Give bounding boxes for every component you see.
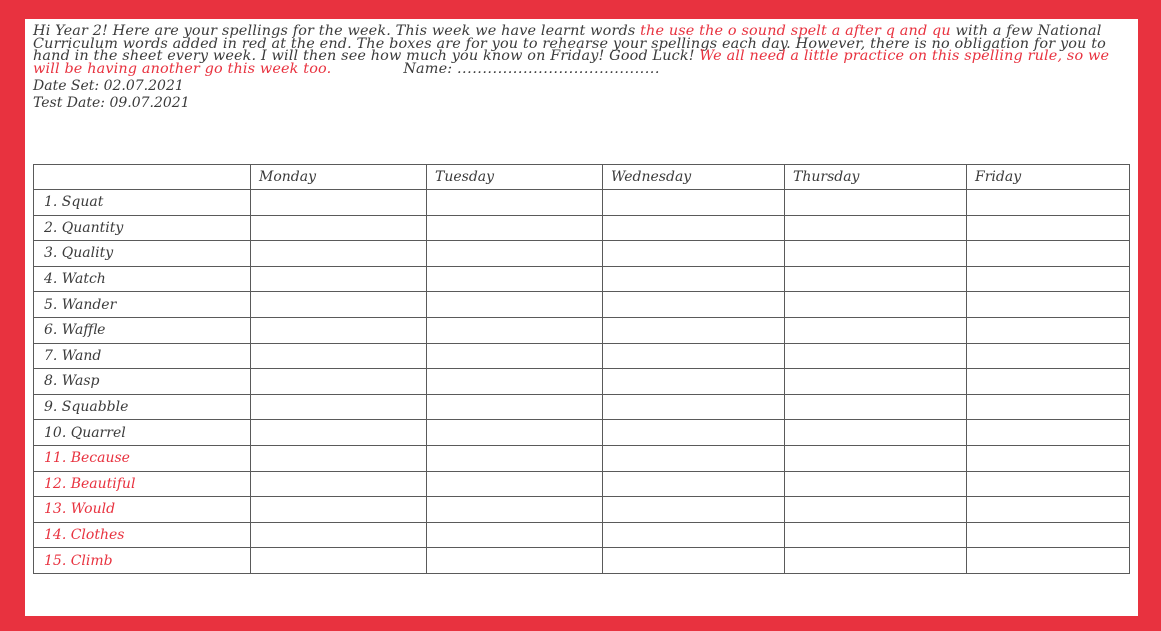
practice-box-friday[interactable] — [967, 266, 1130, 292]
practice-box-wednesday[interactable] — [603, 241, 785, 267]
practice-box-wednesday[interactable] — [603, 343, 785, 369]
table-row — [34, 471, 1130, 497]
practice-box-thursday[interactable] — [785, 445, 967, 471]
name-field-dots[interactable]: ........................................ — [456, 60, 660, 77]
practice-box-thursday[interactable] — [785, 292, 967, 318]
table-row — [34, 548, 1130, 574]
intro-text-1: Hi Year 2! Here are your spellings for the week. This week we have learnt words — [33, 23, 641, 39]
practice-box-thursday[interactable] — [785, 241, 967, 267]
practice-box-tuesday[interactable] — [427, 471, 603, 497]
spelling-word: 8. Wasp — [34, 369, 251, 395]
practice-box-wednesday[interactable] — [603, 292, 785, 318]
spelling-word: 12. Beautiful — [34, 471, 251, 497]
practice-box-monday[interactable] — [251, 471, 427, 497]
practice-box-friday[interactable] — [967, 215, 1130, 241]
practice-box-friday[interactable] — [967, 317, 1130, 343]
spelling-word: 7. Wand — [34, 343, 251, 369]
table-row — [34, 317, 1130, 343]
spelling-word: 9. Squabble — [34, 394, 251, 420]
test-date: Test Date: 09.07.2021 — [33, 95, 190, 111]
sheet-content — [33, 25, 1130, 610]
practice-box-monday[interactable] — [251, 215, 427, 241]
practice-box-wednesday[interactable] — [603, 317, 785, 343]
practice-box-monday[interactable] — [251, 292, 427, 318]
practice-box-tuesday[interactable] — [427, 445, 603, 471]
header-tuesday: Tuesday — [427, 165, 603, 190]
practice-box-tuesday[interactable] — [427, 522, 603, 548]
intro-text-red-rule: the use the o sound spelt a after q and qu — [640, 23, 951, 39]
practice-box-wednesday[interactable] — [603, 215, 785, 241]
practice-box-monday[interactable] — [251, 445, 427, 471]
table-row — [34, 241, 1130, 267]
practice-box-friday[interactable] — [967, 394, 1130, 420]
spelling-word: 15. Climb — [34, 548, 251, 574]
practice-box-tuesday[interactable] — [427, 548, 603, 574]
table-row — [34, 522, 1130, 548]
practice-box-thursday[interactable] — [785, 471, 967, 497]
practice-box-tuesday[interactable] — [427, 190, 603, 216]
practice-box-monday[interactable] — [251, 394, 427, 420]
spelling-word: 14. Clothes — [34, 522, 251, 548]
practice-box-monday[interactable] — [251, 317, 427, 343]
date-set: Date Set: 02.07.2021 — [33, 78, 184, 94]
practice-box-monday[interactable] — [251, 369, 427, 395]
practice-box-tuesday[interactable] — [427, 369, 603, 395]
spelling-word: 13. Would — [34, 497, 251, 523]
spelling-word: 1. Squat — [34, 190, 251, 216]
practice-box-monday[interactable] — [251, 420, 427, 446]
practice-box-friday[interactable] — [967, 445, 1130, 471]
header-thursday: Thursday — [785, 165, 967, 190]
table-row — [34, 343, 1130, 369]
practice-box-friday[interactable] — [967, 522, 1130, 548]
practice-box-friday[interactable] — [967, 292, 1130, 318]
spelling-word: 4. Watch — [34, 266, 251, 292]
practice-box-thursday[interactable] — [785, 369, 967, 395]
practice-box-wednesday[interactable] — [603, 266, 785, 292]
practice-box-friday[interactable] — [967, 241, 1130, 267]
practice-box-thursday[interactable] — [785, 394, 967, 420]
spelling-word: 2. Quantity — [34, 215, 251, 241]
practice-box-monday[interactable] — [251, 343, 427, 369]
practice-box-tuesday[interactable] — [427, 343, 603, 369]
table-row — [34, 266, 1130, 292]
practice-box-thursday[interactable] — [785, 266, 967, 292]
dates-block — [33, 78, 1130, 112]
practice-box-friday[interactable] — [967, 369, 1130, 395]
table-row — [34, 497, 1130, 523]
practice-box-monday[interactable] — [251, 497, 427, 523]
table-body — [34, 190, 1130, 574]
name-label: Name: — [403, 60, 453, 77]
practice-box-tuesday[interactable] — [427, 241, 603, 267]
practice-box-thursday[interactable] — [785, 317, 967, 343]
spelling-table — [33, 164, 1130, 574]
practice-box-thursday[interactable] — [785, 420, 967, 446]
header-friday: Friday — [967, 165, 1130, 190]
practice-box-tuesday[interactable] — [427, 317, 603, 343]
practice-box-friday[interactable] — [967, 548, 1130, 574]
practice-box-tuesday[interactable] — [427, 394, 603, 420]
table-header-row — [34, 165, 1130, 190]
table-row — [34, 394, 1130, 420]
intro-text-red-practice: We all need a little practice on this spelling rule, so we will be having another go this week too. — [33, 48, 1110, 77]
practice-box-friday[interactable] — [967, 190, 1130, 216]
practice-box-wednesday[interactable] — [603, 445, 785, 471]
practice-box-thursday[interactable] — [785, 497, 967, 523]
table-row — [34, 292, 1130, 318]
practice-box-wednesday[interactable] — [603, 522, 785, 548]
practice-box-tuesday[interactable] — [427, 497, 603, 523]
spelling-word: 11. Because — [34, 445, 251, 471]
practice-box-friday[interactable] — [967, 497, 1130, 523]
practice-box-thursday[interactable] — [785, 522, 967, 548]
table-row — [34, 190, 1130, 216]
intro-paragraph — [33, 25, 1130, 75]
practice-box-wednesday[interactable] — [603, 497, 785, 523]
practice-box-thursday[interactable] — [785, 215, 967, 241]
practice-box-wednesday[interactable] — [603, 471, 785, 497]
practice-box-tuesday[interactable] — [427, 292, 603, 318]
practice-box-monday[interactable] — [251, 241, 427, 267]
header-monday: Monday — [251, 165, 427, 190]
intro-text-2: with a few National Curriculum words added in red at the end. The boxes are for you to rehearse your spellings each day. However, there is no obligation for you to hand in the sheet every week. I will then see how much you know on Friday! Good Luck! — [33, 23, 1106, 64]
header-wednesday: Wednesday — [603, 165, 785, 190]
practice-box-wednesday[interactable] — [603, 369, 785, 395]
practice-box-tuesday[interactable] — [427, 215, 603, 241]
practice-box-friday[interactable] — [967, 471, 1130, 497]
practice-box-monday[interactable] — [251, 548, 427, 574]
practice-box-wednesday[interactable] — [603, 548, 785, 574]
practice-box-monday[interactable] — [251, 190, 427, 216]
spelling-word: 5. Wander — [34, 292, 251, 318]
practice-box-thursday[interactable] — [785, 343, 967, 369]
practice-box-monday[interactable] — [251, 522, 427, 548]
table-row — [34, 445, 1130, 471]
practice-box-friday[interactable] — [967, 420, 1130, 446]
practice-box-friday[interactable] — [967, 343, 1130, 369]
table-row — [34, 215, 1130, 241]
practice-box-tuesday[interactable] — [427, 420, 603, 446]
practice-box-wednesday[interactable] — [603, 420, 785, 446]
header-word-column — [34, 165, 251, 190]
table-row — [34, 369, 1130, 395]
practice-box-wednesday[interactable] — [603, 394, 785, 420]
practice-box-tuesday[interactable] — [427, 266, 603, 292]
practice-box-thursday[interactable] — [785, 548, 967, 574]
spelling-word: 6. Waffle — [34, 317, 251, 343]
spelling-word: 3. Quality — [34, 241, 251, 267]
spelling-word: 10. Quarrel — [34, 420, 251, 446]
practice-box-wednesday[interactable] — [603, 190, 785, 216]
practice-box-monday[interactable] — [251, 266, 427, 292]
practice-box-thursday[interactable] — [785, 190, 967, 216]
table-row — [34, 420, 1130, 446]
